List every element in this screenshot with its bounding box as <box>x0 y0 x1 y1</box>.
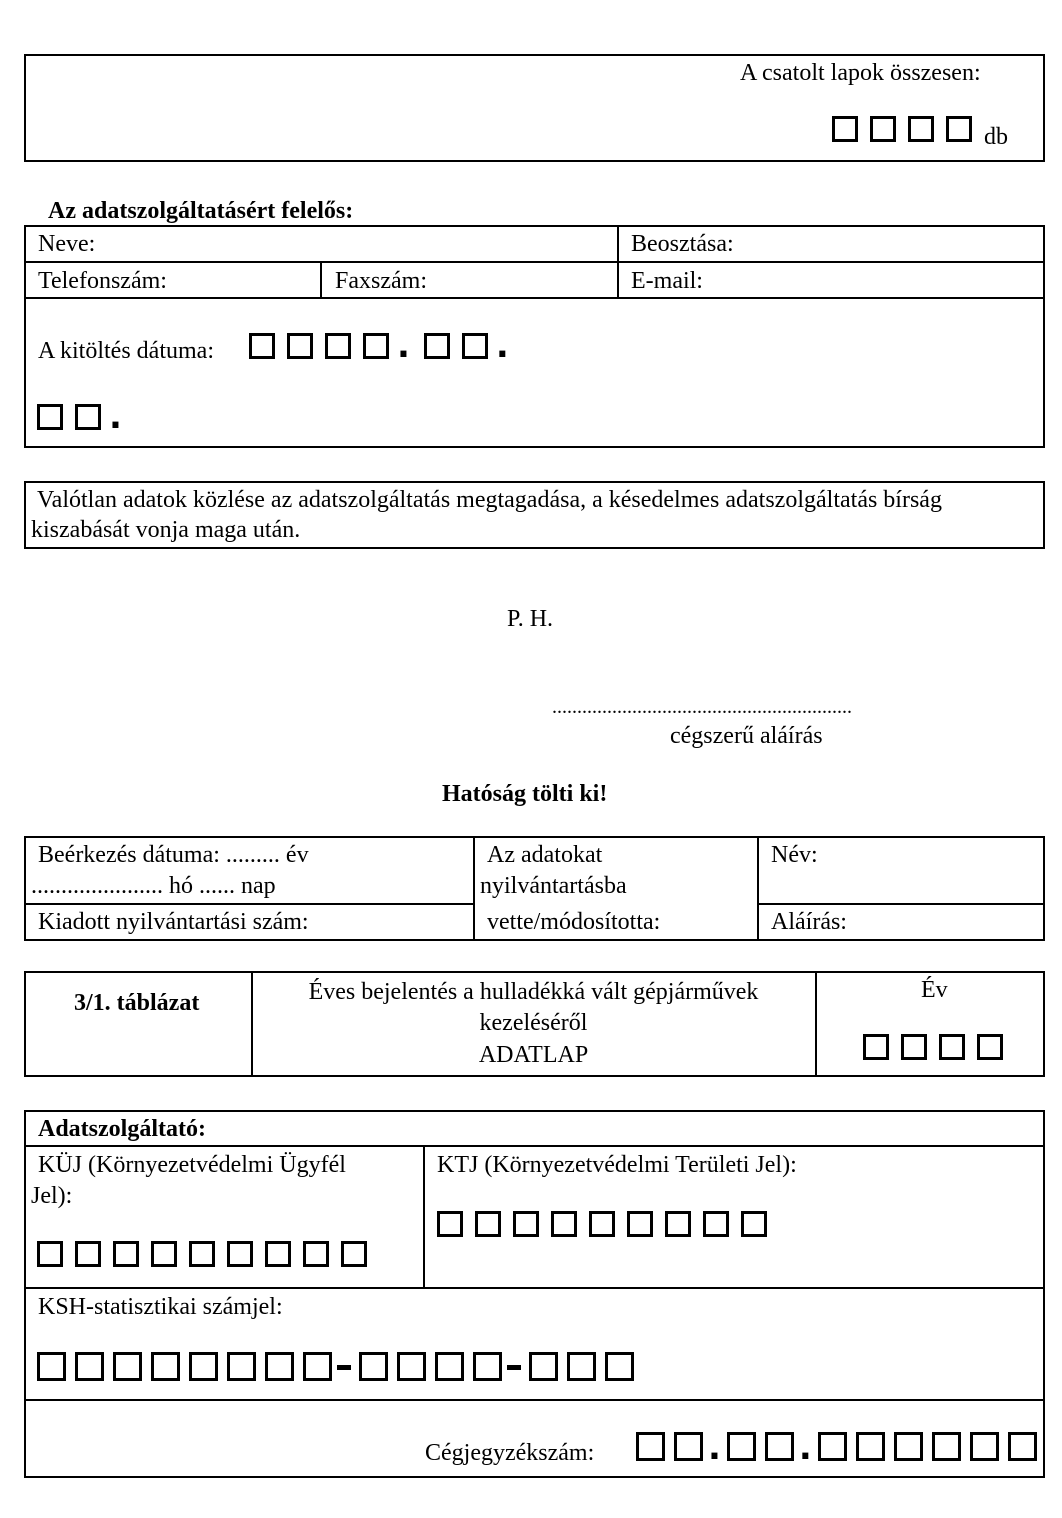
divider <box>757 903 1045 905</box>
digit-cell[interactable] <box>765 1432 794 1461</box>
digit-cell[interactable] <box>741 1211 767 1237</box>
email-label: E-mail: <box>631 268 703 294</box>
digit-cell[interactable] <box>832 116 858 142</box>
digit-cell[interactable] <box>75 1352 104 1381</box>
digit-cell[interactable] <box>894 1432 923 1461</box>
digit-cell[interactable] <box>970 1432 999 1461</box>
digit-cell[interactable] <box>727 1432 756 1461</box>
position-label: Beosztása: <box>631 231 734 257</box>
digit-cell[interactable] <box>856 1432 885 1461</box>
ksh-field[interactable] <box>37 1352 643 1381</box>
ktj-label: KTJ (Környezetvédelmi Területi Jel): <box>437 1152 797 1178</box>
kuj-label-line1: KÜJ (Környezetvédelmi Ügyfél <box>38 1152 346 1178</box>
digit-cell[interactable] <box>529 1352 558 1381</box>
digit-cell[interactable] <box>870 116 896 142</box>
digit-cell[interactable] <box>946 116 972 142</box>
divider <box>473 836 475 941</box>
digit-cell[interactable] <box>636 1432 665 1461</box>
digit-cell[interactable] <box>977 1034 1003 1060</box>
digit-cell[interactable] <box>325 333 351 359</box>
digit-cell[interactable] <box>249 333 275 359</box>
digit-cell[interactable] <box>435 1352 464 1381</box>
digit-cell[interactable] <box>627 1211 653 1237</box>
digit-cell[interactable] <box>113 1352 142 1381</box>
table-title-line2: kezeléséről <box>479 1010 588 1036</box>
digit-cell[interactable] <box>473 1352 502 1381</box>
responsible-heading: Az adatszolgáltatásért felelős: <box>48 198 354 224</box>
ksh-label: KSH-statisztikai számjel: <box>38 1294 283 1320</box>
divider <box>757 836 759 941</box>
divider <box>24 1287 1045 1289</box>
digit-cell[interactable] <box>265 1352 294 1381</box>
ksh-separator <box>507 1365 521 1370</box>
name-label: Neve: <box>38 231 96 257</box>
registered-line3: vette/módosította: <box>487 909 661 935</box>
company-reg-field[interactable] <box>636 1428 1037 1468</box>
digit-cell[interactable] <box>359 1352 388 1381</box>
registered-line1: Az adatokat <box>487 842 603 868</box>
warning-text: Valótlan adatok közlése az adatszolgáltatás megtagadása, a késedelmes adatszolgáltatás bírság kiszabását vonja maga után. <box>31 487 942 543</box>
attachments-count-field[interactable] <box>832 116 984 142</box>
date-separator: . <box>109 397 122 437</box>
digit-cell[interactable] <box>665 1211 691 1237</box>
divider <box>617 225 619 298</box>
digit-cell[interactable] <box>703 1211 729 1237</box>
year-field[interactable] <box>863 1034 1015 1060</box>
signature-line[interactable]: ............................................................ <box>552 696 852 718</box>
date-separator: . <box>397 326 410 366</box>
kuj-field[interactable] <box>37 1241 379 1267</box>
signature-label: cégszerű aláírás <box>670 723 823 749</box>
kuj-label-line2: Jel): <box>31 1183 73 1209</box>
date-separator: . <box>495 326 509 366</box>
digit-cell[interactable] <box>303 1241 329 1267</box>
digit-cell[interactable] <box>151 1241 177 1267</box>
registered-line2: nyilvántartásba <box>480 873 627 899</box>
digit-cell[interactable] <box>863 1034 889 1060</box>
digit-cell[interactable] <box>303 1352 332 1381</box>
digit-cell[interactable] <box>265 1241 291 1267</box>
divider <box>423 1145 425 1287</box>
digit-cell[interactable] <box>462 333 488 359</box>
digit-cell[interactable] <box>475 1211 501 1237</box>
digit-cell[interactable] <box>37 1241 63 1267</box>
authority-signature-label: Aláírás: <box>771 909 847 935</box>
digit-cell[interactable] <box>363 333 389 359</box>
digit-cell[interactable] <box>227 1241 253 1267</box>
company-reg-label: Cégjegyzékszám: <box>425 1440 595 1466</box>
authority-name-label: Név: <box>771 842 818 868</box>
digit-cell[interactable] <box>287 333 313 359</box>
digit-cell[interactable] <box>932 1432 961 1461</box>
fill-date-field[interactable] <box>249 326 515 366</box>
digit-cell[interactable] <box>75 404 101 430</box>
table-title-line1: Éves bejelentés a hulladékká vált gépjárművek <box>308 979 759 1005</box>
authority-heading: Hatóság tölti ki! <box>442 781 608 807</box>
digit-cell[interactable] <box>1008 1432 1037 1461</box>
divider <box>24 903 474 905</box>
digit-cell[interactable] <box>674 1432 703 1461</box>
arrival-date-line1: Beérkezés dátuma: ......... év <box>38 842 309 868</box>
digit-cell[interactable] <box>818 1432 847 1461</box>
attachments-unit: db <box>984 124 1008 150</box>
digit-cell[interactable] <box>939 1034 965 1060</box>
digit-cell[interactable] <box>227 1352 256 1381</box>
digit-cell[interactable] <box>189 1241 215 1267</box>
attachments-label: A csatolt lapok összesen: <box>740 60 981 86</box>
digit-cell[interactable] <box>901 1034 927 1060</box>
digit-cell[interactable] <box>424 333 450 359</box>
table-number: 3/1. táblázat <box>74 990 200 1016</box>
digit-cell[interactable] <box>513 1211 539 1237</box>
issued-number-label: Kiadott nyilvántartási szám: <box>38 909 309 935</box>
digit-cell[interactable] <box>189 1352 218 1381</box>
divider <box>24 261 1045 263</box>
digit-cell[interactable] <box>551 1211 577 1237</box>
divider <box>24 1399 1045 1401</box>
fill-date-label: A kitöltés dátuma: <box>38 338 214 364</box>
fill-date-day-field[interactable] <box>37 397 128 437</box>
digit-cell[interactable] <box>437 1211 463 1237</box>
digit-cell[interactable] <box>75 1241 101 1267</box>
ktj-field[interactable] <box>437 1211 779 1237</box>
digit-cell[interactable] <box>605 1352 634 1381</box>
fax-label: Faxszám: <box>335 268 427 294</box>
divider <box>815 971 817 1077</box>
digit-cell[interactable] <box>113 1241 139 1267</box>
digit-cell[interactable] <box>589 1211 615 1237</box>
digit-cell[interactable] <box>341 1241 367 1267</box>
stamp-ph: P. H. <box>507 606 554 632</box>
digit-cell[interactable] <box>397 1352 426 1381</box>
divider <box>320 261 322 298</box>
digit-cell[interactable] <box>908 116 934 142</box>
phone-label: Telefonszám: <box>38 268 167 294</box>
reg-separator: . <box>798 1428 812 1468</box>
table-title-line3: ADATLAP <box>478 1042 589 1068</box>
divider <box>24 1145 1045 1147</box>
digit-cell[interactable] <box>37 404 63 430</box>
ksh-separator <box>337 1365 351 1370</box>
year-label: Év <box>921 977 948 1003</box>
provider-heading: Adatszolgáltató: <box>38 1116 206 1142</box>
reg-separator: . <box>708 1428 721 1468</box>
arrival-date-line2: ...................... hó ...... nap <box>31 873 276 899</box>
digit-cell[interactable] <box>37 1352 66 1381</box>
digit-cell[interactable] <box>567 1352 596 1381</box>
digit-cell[interactable] <box>151 1352 180 1381</box>
divider <box>24 297 1045 299</box>
